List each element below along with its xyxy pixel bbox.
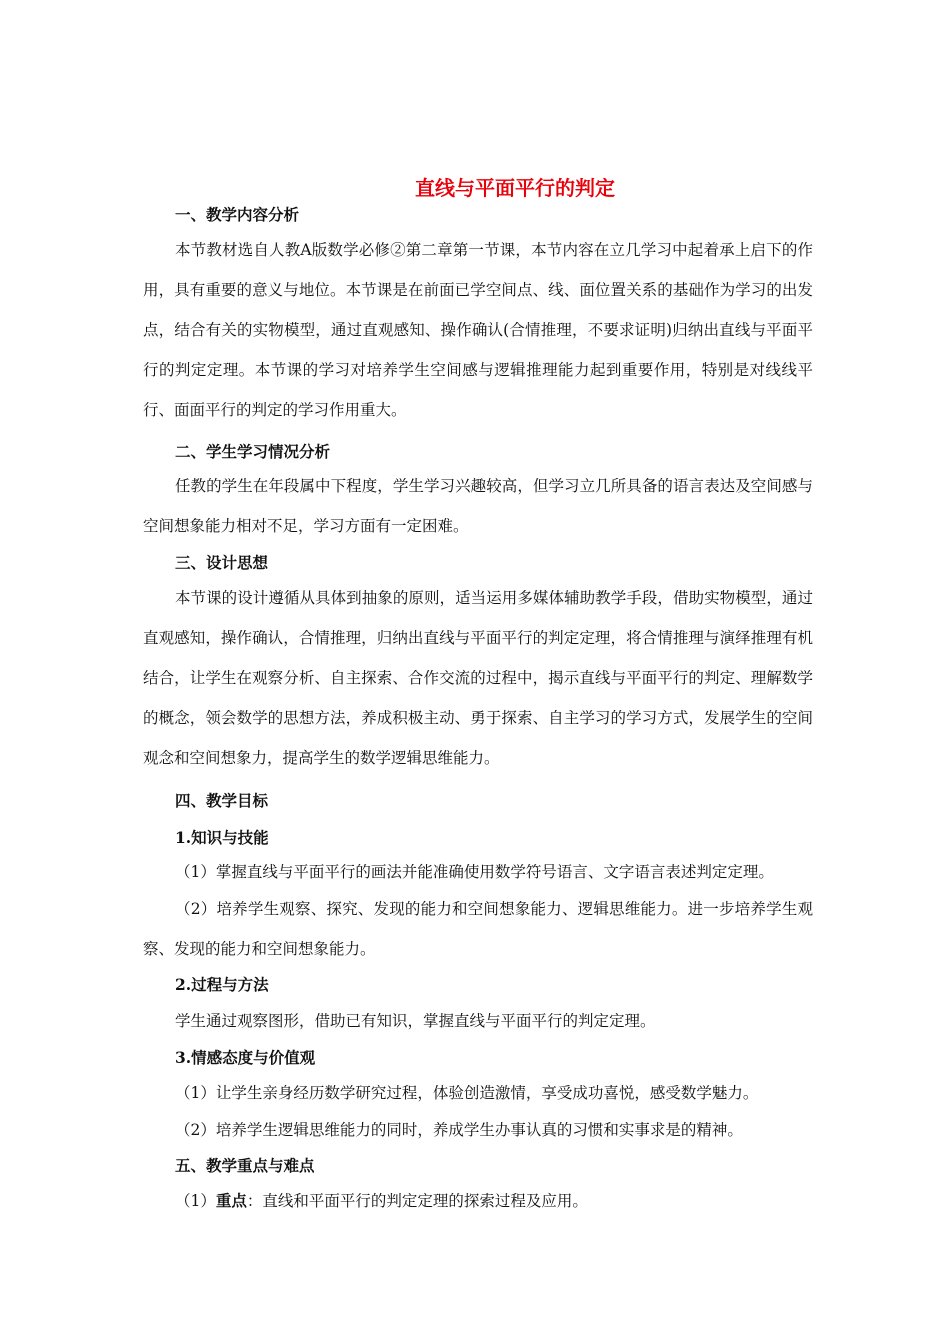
section-heading-2: 二、学生学习情况分析 bbox=[175, 443, 331, 461]
section-heading-1: 一、教学内容分析 bbox=[175, 206, 300, 224]
document-title: 直线与平面平行的判定 bbox=[415, 176, 615, 200]
subheading-knowledge-skills: 1.知识与技能 bbox=[175, 828, 269, 847]
subheading-process-method: 2.过程与方法 bbox=[175, 975, 269, 994]
list-item: （1）让学生亲身经历数学研究过程，体验创造激情，享受成功喜悦，感受数学魅力。 bbox=[175, 1084, 759, 1102]
section-heading-4: 四、教学目标 bbox=[175, 792, 269, 810]
section-heading-5: 五、教学重点与难点 bbox=[175, 1157, 315, 1175]
section-paragraph-3: 本节课的设计遵循从具体到抽象的原则，适当运用多媒体辅助教学手段，借助实物模型，通过直观感知，操作确认，合情推理，归纳出直线与平面平行的判定定理，将合情推理与演绎推理有机结合，让学生在观察分析、自主探索、合作交流的过程中，揭示直线与平面平行的判定、理解数学的概念，领会数学的思想方法，养成积极主动、勇于探索、自主学习的学习方式，发展学生的空间观念和空间想象力，提高学生的数学逻辑思维能力。 bbox=[143, 589, 813, 767]
subheading-attitude-values: 3.情感态度与价值观 bbox=[175, 1048, 316, 1067]
list-item-key-point bbox=[175, 1189, 588, 1211]
key-point-prefix: （1） bbox=[175, 1192, 216, 1210]
section-paragraph-2: 任教的学生在年段属中下程度，学生学习兴趣较高，但学习立几所具备的语言表达及空间感与空间想象能力相对不足，学习方面有一定困难。 bbox=[143, 477, 813, 535]
section-paragraph-1: 本节教材选自人教A版数学必修②第二章第一节课，本节内容在立几学习中起着承上启下的作用，具有重要的意义与地位。本节课是在前面已学空间点、线、面位置关系的基础作为学习的出发点，结合有关的实物模型，通过直观感知、操作确认(合情推理，不要求证明)归纳出直线与平面平行的判定定理。本节课的学习对培养学生空间感与逻辑推理能力起到重要作用，特别是对线线平行、面面平行的判定的学习作用重大。 bbox=[143, 241, 813, 419]
key-point-label: 重点 bbox=[215, 1191, 247, 1210]
list-item: （2）培养学生观察、探究、发现的能力和空间想象能力、逻辑思维能力。进一步培养学生观察、发现的能力和空间想象能力。 bbox=[143, 900, 813, 958]
list-item: （1）掌握直线与平面平行的画法并能准确使用数学符号语言、文字语言表述判定定理。 bbox=[175, 863, 774, 881]
section-heading-3: 三、设计思想 bbox=[175, 554, 269, 572]
paragraph-process-method: 学生通过观察图形，借助已有知识，掌握直线与平面平行的判定定理。 bbox=[175, 1012, 656, 1030]
list-item: （2）培养学生逻辑思维能力的同时，养成学生办事认真的习惯和实事求是的精神。 bbox=[175, 1121, 743, 1139]
key-point-text: ：直线和平面平行的判定定理的探索过程及应用。 bbox=[246, 1192, 588, 1210]
